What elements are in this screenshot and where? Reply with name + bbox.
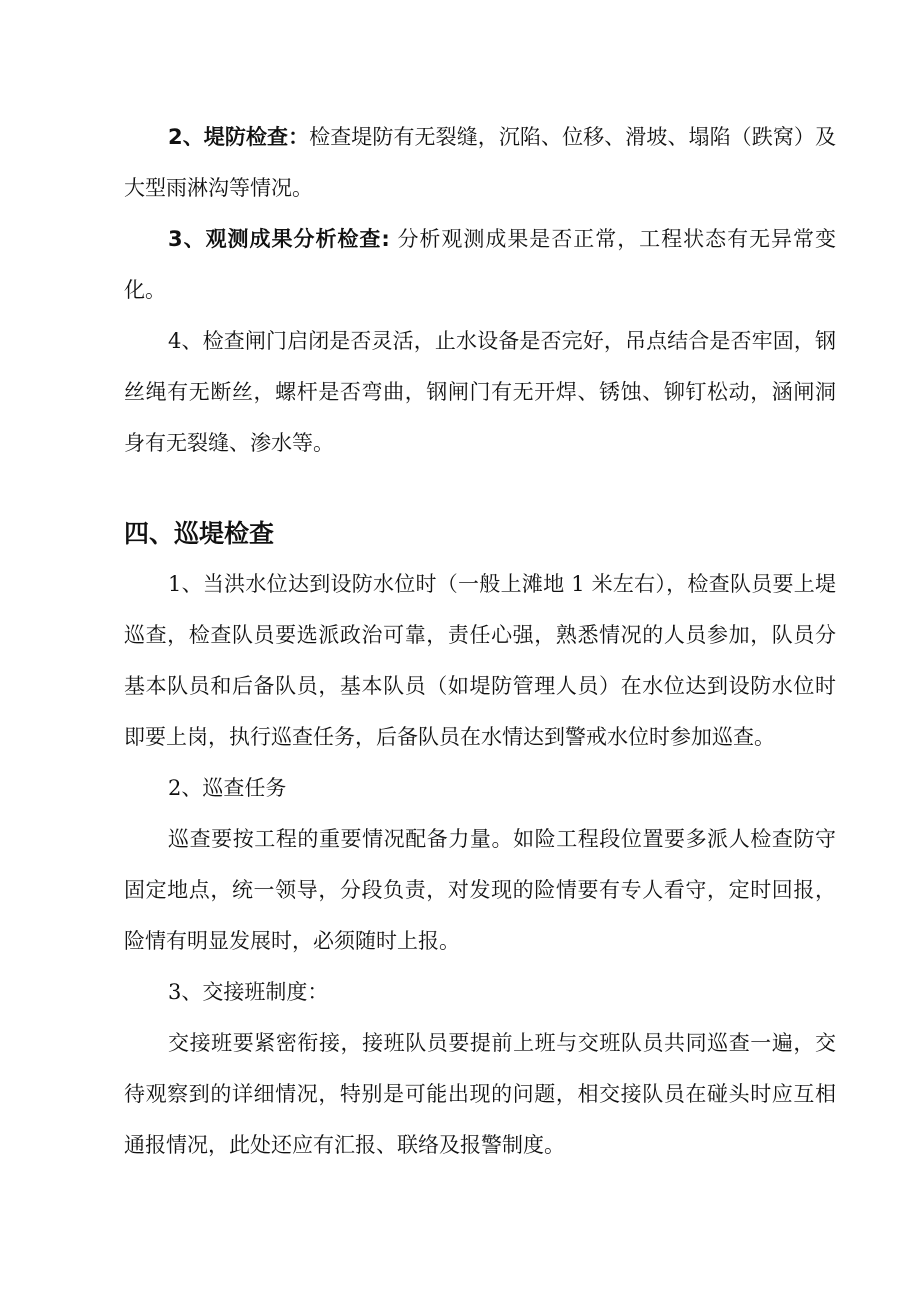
item-label: 观测成果分析检查 bbox=[205, 227, 382, 251]
section-item-2-text: 巡查要按工程的重要情况配备力量。如险工程段位置要多派人检查防守固定地点，统一领导，分段负责，对发现的险情要有专人看守，定时回报，险情有明显发展时，必须随时上报。 bbox=[124, 827, 836, 953]
item-text: 检查堤防有无裂缝，沉陷、位移、滑坡、塌陷（跌窝）及大型雨淋沟等情况。 bbox=[124, 125, 836, 200]
section-item-3-heading: 3、交接班制度： bbox=[168, 980, 329, 1004]
item-number: 2、 bbox=[168, 125, 204, 149]
item-text: 检查闸门启闭是否灵活，止水设备是否完好，吊点结合是否牢固，钢丝绳有无断丝，螺杆是否弯曲，钢闸门有无开焊、锈蚀、铆钉松动，涵闸洞身有无裂缝、渗水等。 bbox=[124, 329, 836, 455]
section-item-2-heading: 2、巡查任务 bbox=[168, 776, 287, 800]
item-observation-analysis bbox=[124, 214, 836, 316]
section-item-3-text: 交接班要紧密衔接，接班队员要提前上班与交班队员共同巡查一遍，交待观察到的详细情况，特别是可能出现的问题，相交接队员在碰头时应互相通报情况，此处还应有汇报、联络及报警制度。 bbox=[124, 1031, 836, 1157]
section-heading: 四、巡堤检查 bbox=[124, 519, 275, 548]
item-colon: : bbox=[381, 227, 390, 251]
item-label: 堤防检查 bbox=[203, 125, 289, 149]
item-colon: ： bbox=[288, 125, 310, 149]
item-levee-inspection bbox=[124, 112, 836, 214]
item-text: 分析观测成果是否正常，工程状态有无异常变化。 bbox=[124, 227, 836, 302]
item-gate-inspection bbox=[124, 316, 836, 469]
item-number: 4、 bbox=[168, 329, 203, 353]
document-page bbox=[124, 112, 836, 1171]
section-item-1: 1、当洪水位达到设防水位时（一般上滩地 1 米左右），检查队员要上堤巡查，检查队员要选派政治可靠，责任心强，熟悉情况的人员参加，队员分基本队员和后备队员，基本队员（如堤防管理人员）在水位达到设防水位时即要上岗，执行巡查任务，后备队员在水情达到警戒水位时参加巡查。 bbox=[124, 572, 836, 749]
item-number: 3、 bbox=[168, 227, 206, 251]
